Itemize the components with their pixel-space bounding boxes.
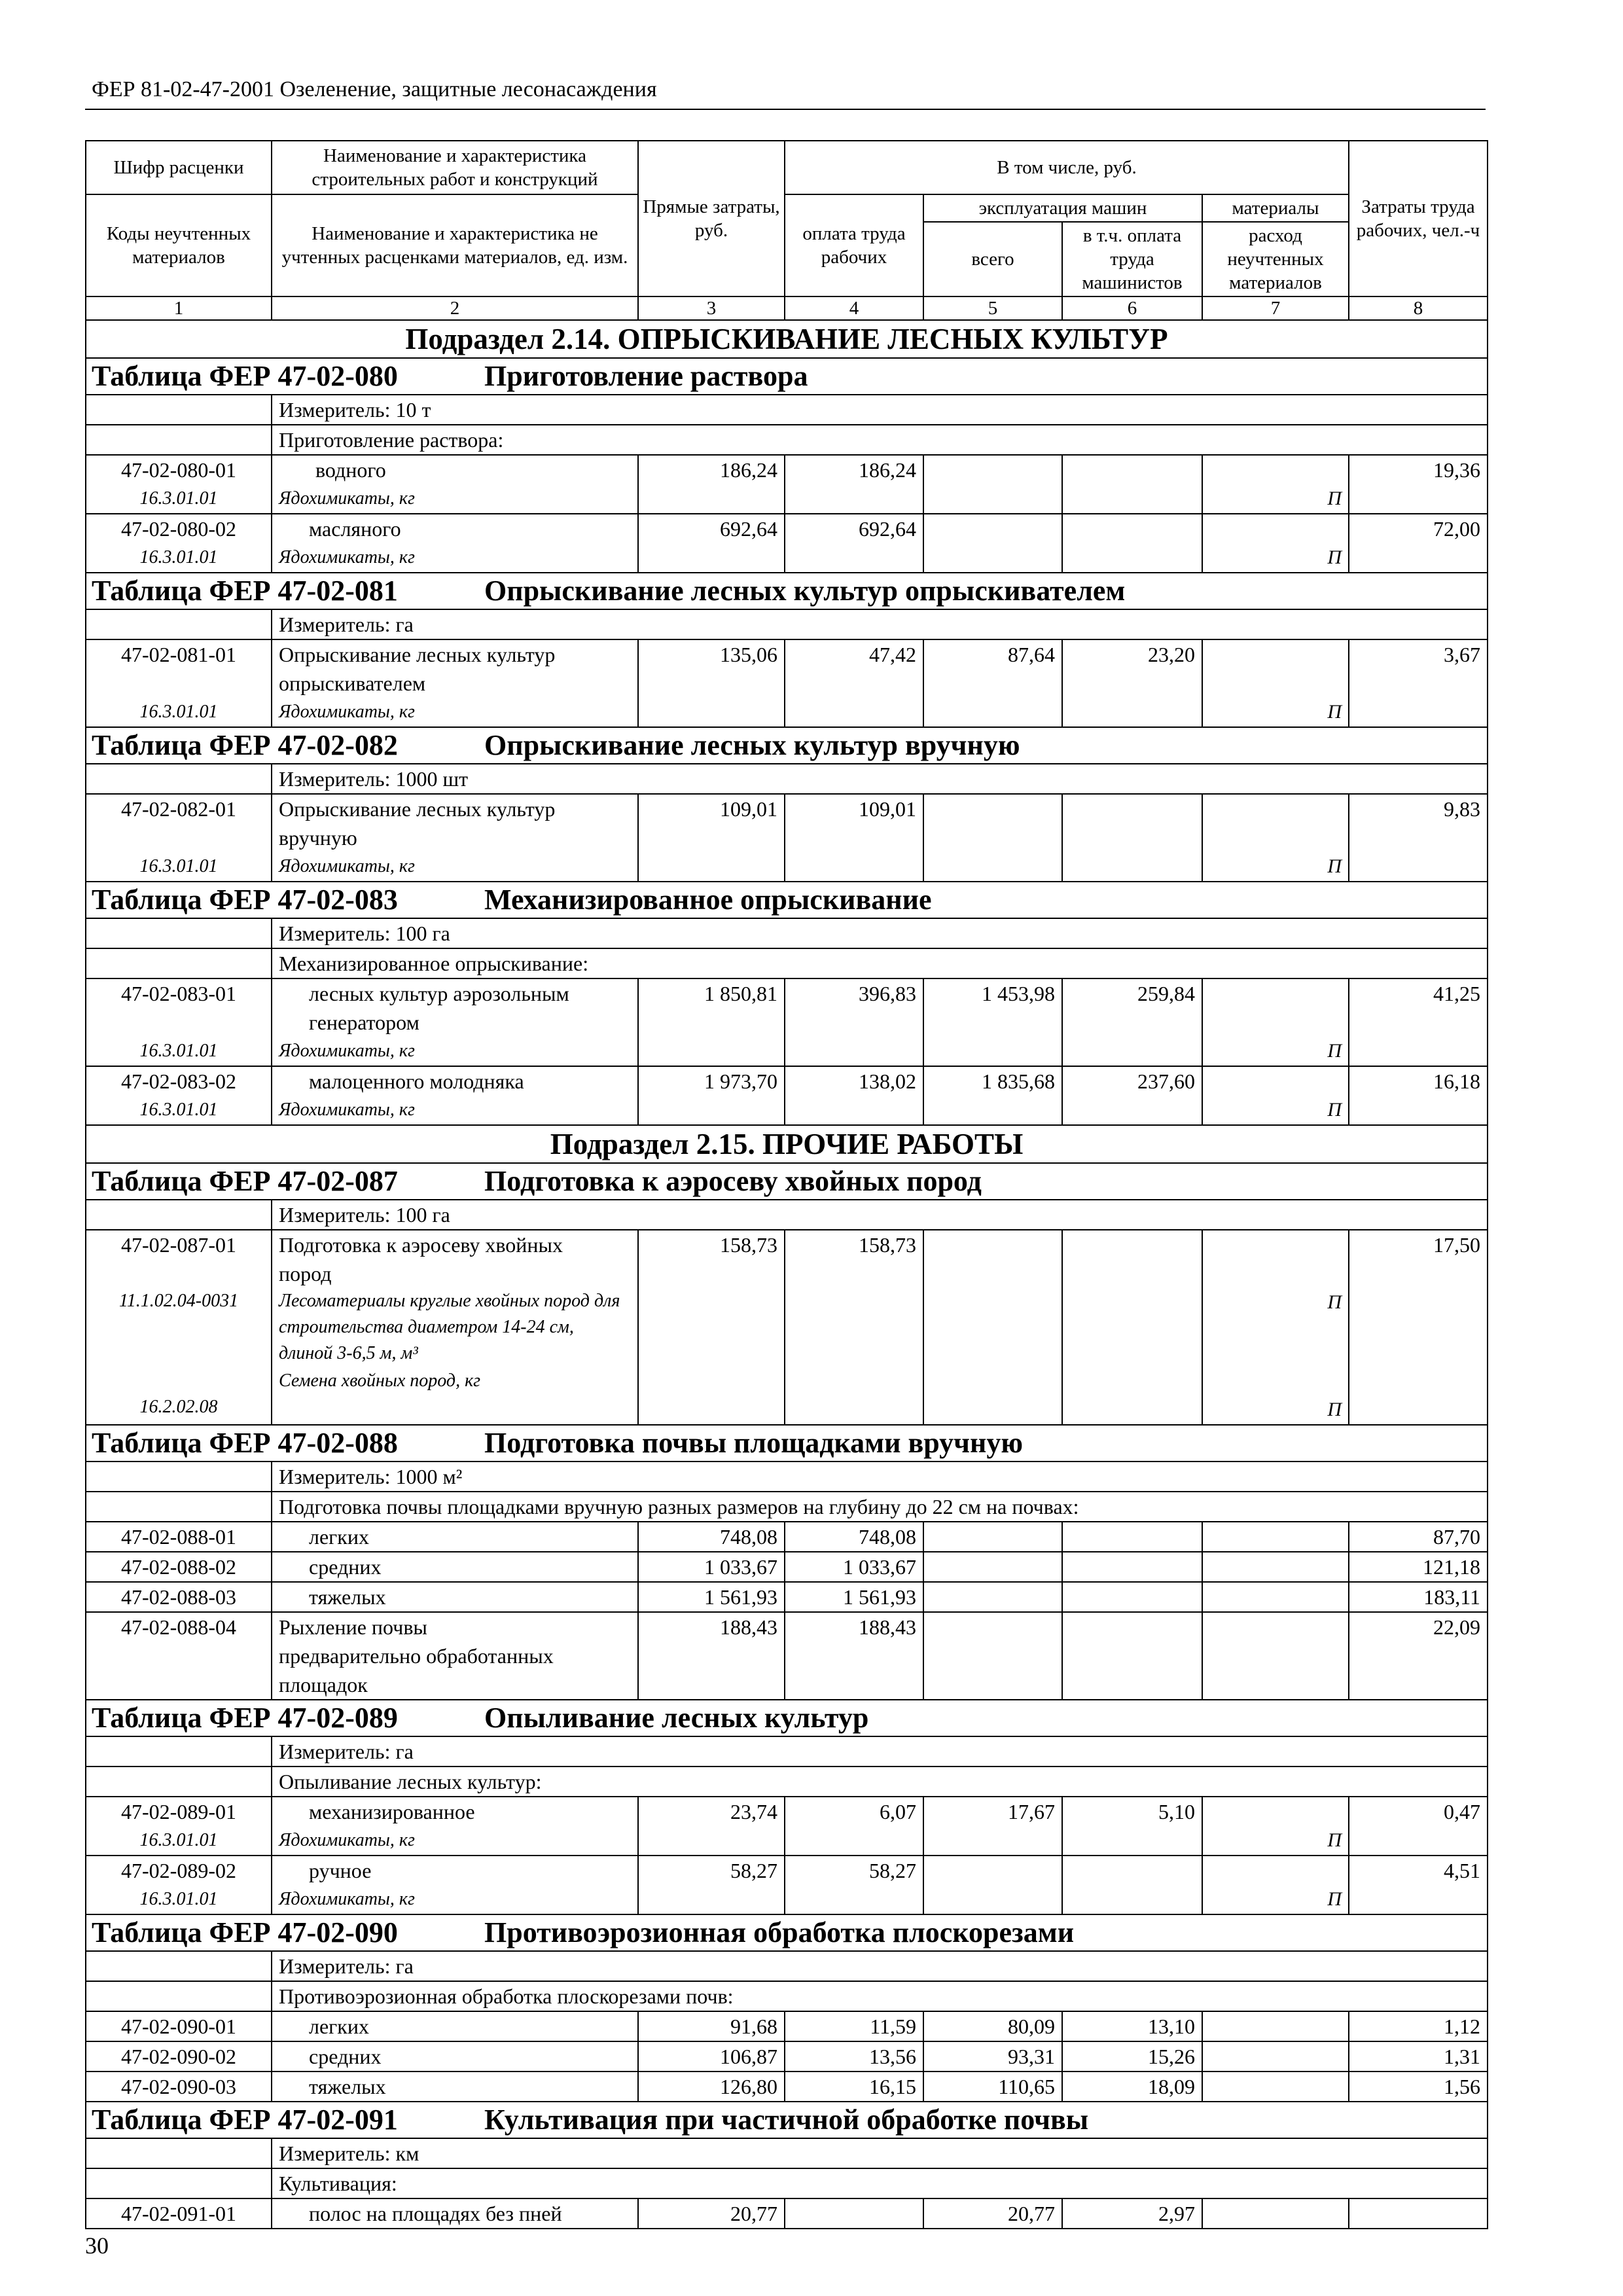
table-row [86,1522,1488,1552]
table-number: Таблица ФЕР 47-02-091 [92,2104,398,2136]
rate-code: 47-02-088-02 [86,1552,272,1582]
table-number: Таблица ФЕР 47-02-080 [92,360,398,392]
table-row [86,2041,1488,2072]
table-title [86,882,1488,918]
direct-cost: 20,77 [638,2198,785,2229]
head-machines: эксплуатация машин [923,194,1202,222]
table-row [86,2072,1488,2102]
table-name: Подготовка почвы площадками вручную [484,1427,1023,1459]
rate-name: водного [315,458,386,482]
machine-cost: 1 453,98 [923,978,1062,1066]
table-name: Опыливание лесных культур [484,1702,869,1734]
labor-hours [1349,2198,1488,2229]
labor-hours: 121,18 [1349,1552,1488,1582]
labor-hours: 41,25 [1349,978,1488,1066]
machinist-cost: 259,84 [1062,978,1202,1066]
table-row [86,1582,1488,1612]
meter: Измеритель: 10 т [272,395,1488,425]
rate-code: 47-02-082-01 [121,797,236,821]
meter: Измеритель: га [272,609,1488,639]
machinist-cost: 13,10 [1062,2011,1202,2041]
labor-cost: 1 033,67 [785,1552,923,1582]
labor-cost: 11,59 [785,2011,923,2041]
labor-cost: 396,83 [785,978,923,1066]
labor-cost: 158,73 [785,1230,923,1425]
p-mark: П [1327,488,1342,509]
rate-name-cont: пород [279,1262,332,1285]
machine-cost: 93,31 [923,2041,1062,2072]
head-col3: Прямые затраты, руб. [638,141,785,296]
machine-cost: 1 835,68 [923,1066,1062,1125]
meter: Измеритель: 1000 м² [272,1462,1488,1492]
colnum: 6 [1062,296,1202,320]
group-label: Приготовление раствора: [272,425,1488,455]
labor-hours: 4,51 [1349,1856,1488,1914]
table-row [86,1066,1488,1125]
rate-code: 47-02-090-02 [86,2041,272,2072]
table-row [86,514,1488,573]
labor-cost: 58,27 [785,1856,923,1914]
labor-hours: 1,31 [1349,2041,1488,2072]
rate-name: тяжелых [272,1582,638,1612]
machinist-cost: 23,20 [1062,639,1202,727]
head-col1-bottom: Коды неучтенных материалов [86,194,272,296]
material-name: Ядохимикаты, кг [279,856,415,876]
direct-cost: 1 850,81 [638,978,785,1066]
table-name: Приготовление раствора [484,360,808,392]
meter: Измеритель: 100 га [272,1200,1488,1230]
labor-hours: 1,12 [1349,2011,1488,2041]
rate-name-cont: предварительно обработанных [279,1644,554,1668]
meter: Измеритель: 1000 шт [272,764,1488,794]
rate-name-cont: площадок [279,1673,368,1696]
material-name: Семена хвойных пород, кг [279,1371,481,1391]
rate-code: 47-02-087-01 [121,1233,236,1257]
material-code: 16.3.01.01 [139,1830,218,1850]
page-number: 30 [85,2233,109,2259]
group-label: Механизированное опрыскивание: [272,948,1488,978]
section-title: Подраздел 2.15. ПРОЧИЕ РАБОТЫ [86,1125,1488,1163]
table-title [86,1425,1488,1462]
labor-hours: 1,56 [1349,2072,1488,2102]
rate-name-cont: вручную [279,826,357,850]
material-name: Ядохимикаты, кг [279,1041,415,1061]
labor-hours: 183,11 [1349,1582,1488,1612]
head-col2-bottom: Наименование и характеристика не учтенных расценками материалов, ед. изм. [272,194,638,296]
table-row [86,2011,1488,2041]
rate-name: легких [272,2011,638,2041]
head-col4: оплата труда рабочих [785,194,923,296]
rate-name: легких [272,1522,638,1552]
table-number: Таблица ФЕР 47-02-089 [92,1702,398,1734]
p-mark: П [1327,855,1342,877]
labor-cost: 188,43 [785,1612,923,1700]
p-mark: П [1327,547,1342,568]
table-row [86,455,1488,514]
table-number: Таблица ФЕР 47-02-081 [92,575,398,607]
p-mark: П [1327,1040,1342,1062]
labor-cost: 13,56 [785,2041,923,2072]
material-name: Ядохимикаты, кг [279,1889,415,1909]
table-row [86,1612,1488,1700]
machinist-cost: 237,60 [1062,1066,1202,1125]
machinist-cost: 5,10 [1062,1797,1202,1856]
labor-hours: 16,18 [1349,1066,1488,1125]
table-row [86,2198,1488,2229]
colnum: 4 [785,296,923,320]
rate-name: тяжелых [272,2072,638,2102]
meter: Измеритель: га [272,1951,1488,1981]
table-title [86,2102,1488,2138]
labor-cost: 47,42 [785,639,923,727]
rate-code: 47-02-090-01 [86,2011,272,2041]
table-name: Противоэрозионная обработка плоскорезами [484,1916,1075,1948]
material-name: Ядохимикаты, кг [279,1830,415,1850]
material-code: 16.2.02.08 [139,1397,218,1417]
rate-code: 47-02-088-04 [86,1612,272,1700]
machine-cost: 80,09 [923,2011,1062,2041]
table-number: Таблица ФЕР 47-02-088 [92,1427,398,1459]
rate-code: 47-02-081-01 [121,643,236,666]
table-body [86,320,1488,2229]
direct-cost: 58,27 [638,1856,785,1914]
p-mark: П [1327,1099,1342,1121]
material-name: Ядохимикаты, кг [279,1100,415,1120]
labor-cost: 16,15 [785,2072,923,2102]
rate-name: Подготовка к аэросеву хвойных [279,1233,563,1257]
material-name: Ядохимикаты, кг [279,702,415,722]
head-materials: материалы [1202,194,1349,222]
group-label: Противоэрозионная обработка плоскорезами почв: [272,1981,1488,2011]
direct-cost: 1 033,67 [638,1552,785,1582]
colnum: 8 [1349,296,1488,320]
rate-code: 47-02-083-02 [121,1069,236,1093]
labor-cost: 6,07 [785,1797,923,1856]
rate-code: 47-02-088-03 [86,1582,272,1612]
table-row [86,794,1488,882]
table-row [86,1552,1488,1582]
labor-hours: 72,00 [1349,514,1488,573]
meter: Измеритель: 100 га [272,918,1488,948]
machinist-cost: 18,09 [1062,2072,1202,2102]
rate-name-cont: опрыскивателем [279,672,426,695]
rate-code: 47-02-083-01 [121,982,236,1005]
rate-code: 47-02-091-01 [86,2198,272,2229]
table-title [86,727,1488,764]
head-col6: в т.ч. оплата труда машинистов [1062,222,1202,296]
rate-code: 47-02-089-02 [121,1859,236,1882]
machinist-cost: 15,26 [1062,2041,1202,2072]
page-header: ФЕР 81-02-47-2001 Озеленение, защитные лесонасаждения [92,77,657,101]
material-code: 16.3.01.01 [139,702,218,722]
material-code: 16.3.01.01 [139,1041,218,1061]
table-row [86,639,1488,727]
rate-code: 47-02-090-03 [86,2072,272,2102]
material-code: 16.3.01.01 [139,1100,218,1120]
direct-cost: 109,01 [638,794,785,882]
direct-cost: 106,87 [638,2041,785,2072]
table-title [86,1163,1488,1200]
direct-cost: 1 973,70 [638,1066,785,1125]
head-col8: Затраты труда рабочих, чел.-ч [1349,141,1488,296]
p-mark: П [1327,1399,1342,1420]
labor-cost [785,2198,923,2229]
labor-hours: 0,47 [1349,1797,1488,1856]
direct-cost: 23,74 [638,1797,785,1856]
head-col2-top: Наименование и характеристика строительных работ и конструкций [272,141,638,194]
header-rule [85,109,1486,110]
material-code: 16.3.01.01 [139,547,218,567]
labor-cost: 186,24 [785,455,923,514]
material-name: Лесоматериалы круглые хвойных пород для строительства диаметром 14-24 см, длиной 3-6,5 м, м³ [279,1291,620,1363]
meter: Измеритель: га [272,1736,1488,1767]
material-code: 16.3.01.01 [139,856,218,876]
colnum: 3 [638,296,785,320]
direct-cost: 748,08 [638,1522,785,1552]
rate-code: 47-02-080-02 [121,517,236,541]
rate-code: 47-02-089-01 [121,1800,236,1823]
table-name: Механизированное опрыскивание [484,884,932,916]
material-code: 16.3.01.01 [139,488,218,509]
rate-name: Опрыскивание лесных культур [279,797,556,821]
labor-cost: 138,02 [785,1066,923,1125]
rate-name: малоценного молодняка [309,1069,524,1093]
labor-cost: 692,64 [785,514,923,573]
p-mark: П [1327,701,1342,723]
group-label: Подготовка почвы площадками вручную разных размеров на глубину до 22 см на почвах: [272,1492,1488,1522]
machinist-cost: 2,97 [1062,2198,1202,2229]
head-col5: всего [923,222,1062,296]
table-title [86,358,1488,395]
labor-hours: 9,83 [1349,794,1488,882]
rate-name: Опрыскивание лесных культур [279,643,556,666]
table-name: Опрыскивание лесных культур вручную [484,729,1020,761]
head-incl: В том числе, руб. [785,141,1349,194]
table-number: Таблица ФЕР 47-02-083 [92,884,398,916]
rate-name: механизированное [309,1800,475,1823]
machine-cost: 110,65 [923,2072,1062,2102]
labor-hours: 87,70 [1349,1522,1488,1552]
table-row [86,1230,1488,1425]
table-title [86,1700,1488,1736]
table-number: Таблица ФЕР 47-02-090 [92,1916,398,1948]
table-head [86,141,1488,320]
table-row [86,978,1488,1066]
group-label: Культивация: [272,2168,1488,2198]
direct-cost: 692,64 [638,514,785,573]
labor-hours: 3,67 [1349,639,1488,727]
table-row [86,1797,1488,1856]
direct-cost: 135,06 [638,639,785,727]
material-name: Ядохимикаты, кг [279,488,415,509]
material-name: Ядохимикаты, кг [279,547,415,567]
colnum: 7 [1202,296,1349,320]
colnum: 2 [272,296,638,320]
meter: Измеритель: км [272,2138,1488,2168]
p-mark: П [1327,1291,1342,1313]
labor-cost: 109,01 [785,794,923,882]
head-col1-top: Шифр расценки [86,141,272,194]
rates-table [85,140,1488,2229]
colnum: 5 [923,296,1062,320]
rate-name: лесных культур аэрозольным [309,982,569,1005]
colnum: 1 [86,296,272,320]
head-col7: расход неучтенных материалов [1202,222,1349,296]
group-label: Опыливание лесных культур: [272,1767,1488,1797]
labor-cost: 1 561,93 [785,1582,923,1612]
material-code: 11.1.02.04-0031 [118,1291,239,1311]
material-code: 16.3.01.01 [139,1889,218,1909]
table-title [86,1914,1488,1951]
labor-hours: 19,36 [1349,455,1488,514]
machine-cost: 20,77 [923,2198,1062,2229]
table-name: Опрыскивание лесных культур опрыскивателем [484,575,1126,607]
labor-hours: 22,09 [1349,1612,1488,1700]
table-name: Культивация при частичной обработке почвы [484,2104,1089,2136]
labor-hours: 17,50 [1349,1230,1488,1425]
table-name: Подготовка к аэросеву хвойных пород [484,1165,982,1197]
table-number: Таблица ФЕР 47-02-087 [92,1165,398,1197]
direct-cost: 1 561,93 [638,1582,785,1612]
direct-cost: 188,43 [638,1612,785,1700]
table-number: Таблица ФЕР 47-02-082 [92,729,398,761]
rate-code: 47-02-080-01 [121,458,236,482]
direct-cost: 158,73 [638,1230,785,1425]
rate-name: средних [272,2041,638,2072]
rate-name: масляного [309,517,401,541]
direct-cost: 91,68 [638,2011,785,2041]
table-row [86,1856,1488,1914]
rate-name-cont: генератором [309,1011,419,1034]
rate-code: 47-02-088-01 [86,1522,272,1552]
p-mark: П [1327,1888,1342,1910]
p-mark: П [1327,1829,1342,1851]
section-title: Подраздел 2.14. ОПРЫСКИВАНИЕ ЛЕСНЫХ КУЛЬТУР [86,320,1488,358]
rate-name: Рыхление почвы [279,1615,427,1639]
rate-name: средних [272,1552,638,1582]
rate-name: ручное [309,1859,372,1882]
rate-name: полос на площадях без пней [272,2198,638,2229]
machine-cost: 87,64 [923,639,1062,727]
direct-cost: 186,24 [638,455,785,514]
labor-cost: 748,08 [785,1522,923,1552]
table-title [86,573,1488,609]
direct-cost: 126,80 [638,2072,785,2102]
machine-cost: 17,67 [923,1797,1062,1856]
